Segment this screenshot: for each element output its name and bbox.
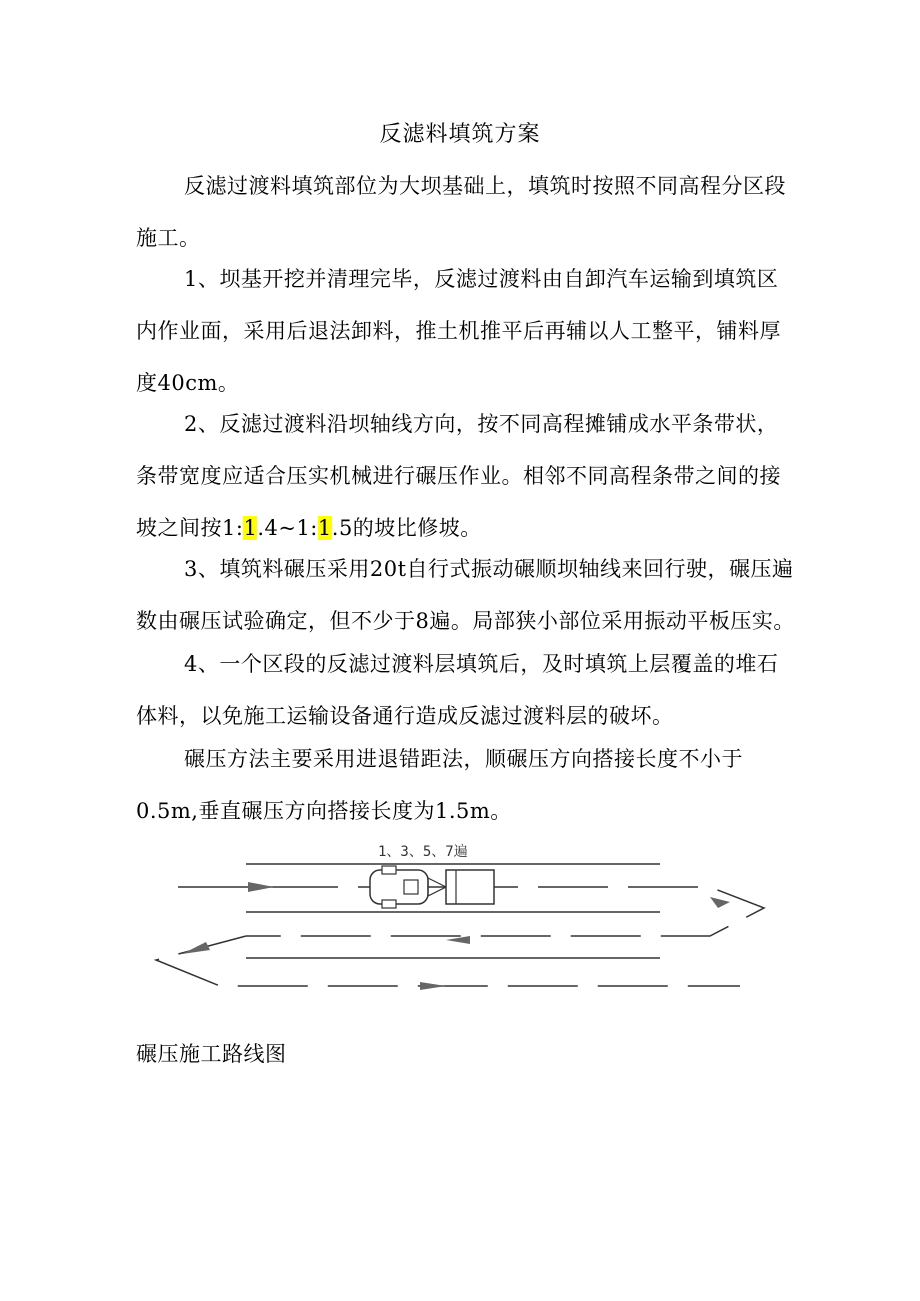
step-4-paragraph: 4、一个区段的反滤过渡料层填筑后，及时填筑上层覆盖的堆石体料，以免施工运输设备通行造成反滤过渡料层的破坏。	[136, 652, 779, 728]
arrow-left-2	[182, 942, 210, 954]
diagram-caption: 碾压施工路线图	[136, 1042, 287, 1066]
arrow-right-3	[420, 982, 446, 990]
step-2-text-c: .5的坡比修坡。	[331, 516, 482, 540]
arrow-left-1	[446, 936, 470, 944]
arrow-right-2	[710, 897, 730, 908]
highlight-2: 1	[317, 516, 332, 540]
method-paragraph: 碾压方法主要采用进退错距法，顺碾压方向搭接长度不小于0.5m,垂直碾压方向搭接长度为1.5m。	[136, 747, 743, 823]
arrow-right-1	[248, 882, 274, 892]
document-title: 反滤料填筑方案	[379, 122, 541, 147]
step-3-paragraph: 3、填筑料碾压采用20t自行式振动碾顺坝轴线来回行驶，碾压遍数由碾压试验确定，但不少于8遍。局部狭小部位采用振动平板压实。	[136, 557, 795, 633]
step-2-paragraph	[136, 398, 796, 554]
pass-count-label: 1、3、5、7遍	[378, 844, 468, 860]
highlight-1: 1	[243, 516, 258, 540]
step-2-text-a: 2、反滤过渡料沿坝轴线方向，按不同高程摊铺成水平条带状，条带宽度应适合压实机械进行碾压作业。相邻不同高程条带之间的接坡之间按1:	[136, 412, 781, 540]
rolling-route-diagram	[150, 836, 780, 1006]
route-lower	[156, 936, 740, 986]
step-2-text-b: .4~1:	[257, 516, 318, 540]
roller-machine-icon	[370, 866, 494, 908]
intro-paragraph: 反滤过渡料填筑部位为大坝基础上，填筑时按照不同高程分区段施工。	[136, 174, 786, 250]
step-1-paragraph: 1、坝基开挖并清理完毕，反滤过渡料由自卸汽车运输到填筑区内作业面，采用后退法卸料，推土机推平后再辅以人工整平，铺料厚度40cm。	[136, 267, 781, 395]
